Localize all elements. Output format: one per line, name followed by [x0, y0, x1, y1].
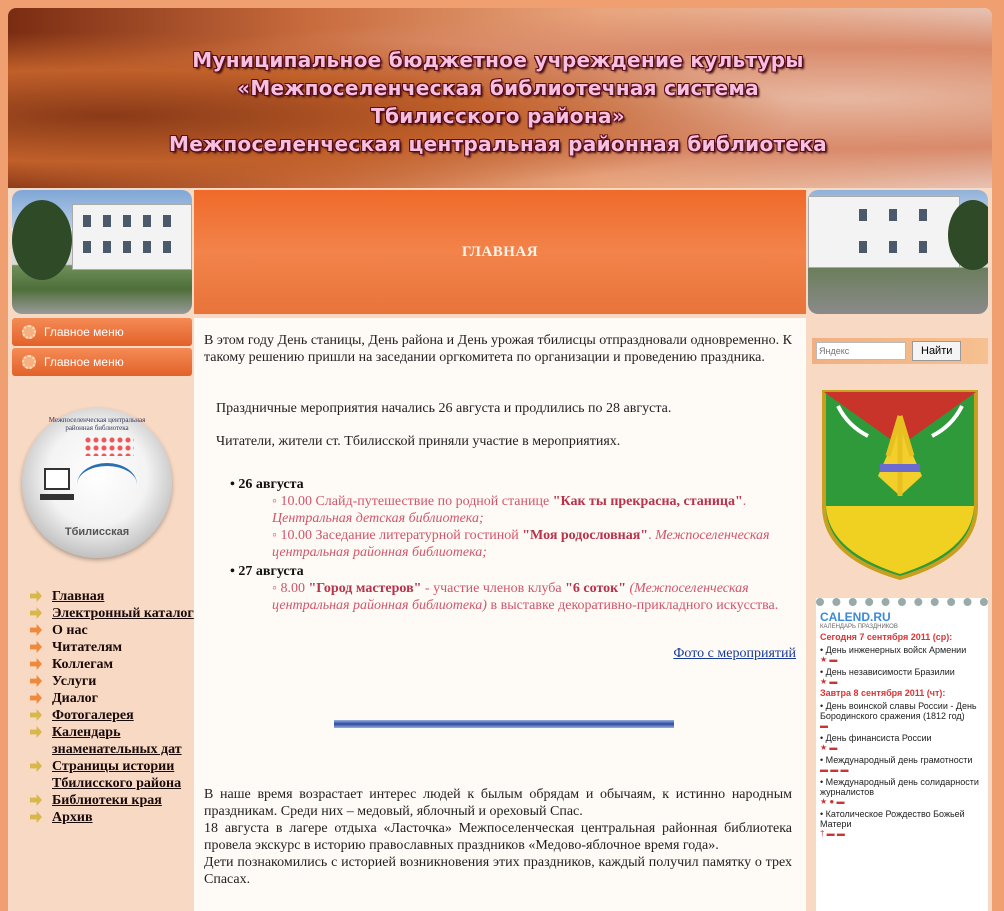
arrow-icon	[30, 760, 42, 772]
computer-icon	[44, 468, 70, 490]
sidebar-item-colleagues[interactable]	[30, 656, 200, 673]
library-photo-left	[12, 190, 192, 314]
calendar-today-heading: Сегодня 7 сентября 2011 (ср):	[820, 632, 953, 642]
banner-line: Межпоселенческая центральная районная библиотека	[169, 132, 827, 156]
site-banner	[8, 8, 992, 188]
sidebar-item-label: Услуги	[52, 674, 97, 689]
flag-icons: ▬	[820, 721, 828, 730]
building-shape	[808, 196, 960, 268]
calendar-item[interactable]: • Католическое Рождество Божьей Матери	[820, 809, 984, 829]
tree-shape	[12, 200, 72, 280]
calendar-item[interactable]: • День финансиста России	[820, 733, 984, 743]
sidebar-item-about[interactable]	[30, 622, 200, 639]
building-shape	[72, 204, 192, 270]
event-sep: .	[742, 494, 747, 509]
sidebar-item-label: Библиотеки края	[52, 793, 162, 808]
search-input[interactable]	[816, 342, 906, 360]
arrow-icon	[30, 726, 42, 738]
sidebar-item-readers[interactable]	[30, 639, 200, 656]
sidebar-item-label: Электронный каталог	[52, 606, 194, 621]
flag-icons: † ▬ ▬	[820, 829, 845, 838]
sidebar-item-label: Читателям	[52, 640, 123, 655]
calendar-item[interactable]: • День инженерных войск Армении	[820, 645, 984, 655]
page-header	[194, 190, 806, 314]
event-date: • 27 августа	[230, 563, 790, 580]
event-title: "Как ты прекрасна, станица"	[552, 494, 743, 509]
page-frame	[8, 8, 992, 911]
event-item	[272, 493, 790, 527]
calendar-item[interactable]: • День воинской славы России - День Бородинского сражения (1812 год)	[820, 701, 984, 721]
banner-line: «Межпоселенческая библиотечная система	[237, 76, 759, 100]
event-place: Межпоселенческая центральная районная библиотека;	[272, 528, 770, 560]
sidebar-item-label: Фотогалерея	[52, 708, 134, 723]
event-item	[272, 580, 790, 614]
coat-of-arms	[818, 386, 982, 582]
article-paragraph: В наше время возрастает интерес людей к былым обрядам и обычаям, к истинно народным праздникам. Среди них – медовый, яблочный и ореховый Спас.	[204, 787, 792, 819]
event-item	[272, 527, 790, 561]
sidebar-item-dialog[interactable]	[30, 690, 200, 707]
flag-icons: ★ ▬	[820, 677, 838, 686]
sidebar-item-services[interactable]	[30, 673, 200, 690]
left-sidebar	[12, 318, 192, 911]
calendar-logo-text: CALEND.RU	[820, 610, 891, 624]
sidebar-item-history[interactable]	[30, 758, 200, 792]
search-bar	[812, 338, 988, 364]
library-logo	[22, 408, 172, 558]
arrow-icon	[30, 675, 42, 687]
article-paragraph: В этом году День станицы, День района и День урожая тбилисцы отпраздновали одновременно. К такому решению пришли на заседании оргкомитета по организации и проведению праздника.	[204, 333, 792, 365]
logo-arc-text: Межпоселенческая центральная районная библиотека	[48, 416, 146, 432]
calendar-logo-subtitle: КАЛЕНДАРЬ ПРАЗДНИКОВ	[820, 624, 898, 630]
arrow-icon	[30, 624, 42, 636]
library-photo-right	[808, 190, 988, 314]
calendar-logo[interactable]	[820, 610, 984, 630]
banner-title	[168, 46, 828, 158]
flag-icons: ★ ▬	[820, 743, 838, 752]
sidebar-item-home[interactable]	[30, 588, 200, 605]
page-title: ГЛАВНАЯ	[461, 243, 539, 260]
sidebar-item-label: Календарь знаменательных дат	[52, 725, 182, 757]
sidebar-item-label: Страницы истории Тбилисского района	[52, 759, 182, 791]
right-sidebar	[808, 318, 992, 911]
main-menu-label: Главное меню	[44, 325, 124, 339]
event-group	[230, 476, 790, 561]
sidebar-item-gallery[interactable]	[30, 707, 200, 724]
calendar-tomorrow-heading: Завтра 8 сентября 2011 (чт):	[820, 688, 946, 698]
main-menu-button[interactable]	[12, 348, 192, 376]
logo-dots-decoration	[84, 436, 134, 456]
event-sep: .	[648, 528, 656, 543]
main-menu-button[interactable]	[12, 318, 192, 346]
event-date: • 26 августа	[230, 476, 790, 493]
event-title: "Моя родословная"	[522, 528, 649, 543]
event-place: (Межпоселенческая центральная районная библиотека)	[272, 581, 749, 613]
sidebar-item-label: Диалог	[52, 691, 99, 706]
book-icon	[77, 463, 137, 506]
sidebar-item-label: Коллегам	[52, 657, 114, 672]
sidebar-item-archive[interactable]	[30, 809, 200, 826]
divider	[334, 720, 674, 728]
sidebar-item-label: Архив	[52, 810, 93, 825]
arrow-icon	[30, 811, 42, 823]
sidebar-item-label: О нас	[52, 623, 88, 638]
search-button[interactable]: Найти	[912, 341, 961, 361]
flag-icons: ★ ● ▬	[820, 797, 845, 806]
article-paragraph: Читатели, жители ст. Тбилисской приняли участие в мероприятиях.	[216, 434, 621, 449]
event-time: 10.00 Слайд-путешествие по родной станице	[280, 494, 553, 509]
event-time: 8.00	[280, 581, 309, 596]
event-time: 10.00 Заседание литературной гостиной	[280, 528, 523, 543]
arrow-icon	[30, 794, 42, 806]
holiday-calendar-widget	[816, 598, 988, 911]
gear-icon	[22, 355, 36, 369]
event-place: Центральная детская библиотека;	[272, 511, 484, 526]
flag-icons: ▬ ▬ ▬	[820, 765, 849, 774]
sidebar-item-label: Главная	[52, 589, 105, 604]
arrow-icon	[30, 658, 42, 670]
event-tail: в выставке декоративно-прикладного искусства.	[486, 598, 779, 613]
keyboard-icon	[40, 494, 74, 500]
sidebar-item-calendar[interactable]	[30, 724, 200, 758]
main-menu-label: Главное меню	[44, 355, 124, 369]
main-content	[194, 318, 806, 911]
event-group	[230, 563, 790, 614]
event-title: "Город мастеров"	[308, 581, 422, 596]
article-block	[204, 786, 792, 888]
arrow-icon	[30, 709, 42, 721]
article-paragraph: Дети познакомились с историей возникновения этих праздников, каждый получил памятку о трех Спасах.	[204, 855, 792, 887]
arrow-icon	[30, 607, 42, 619]
arrow-icon	[30, 641, 42, 653]
event-title: "6 соток"	[565, 581, 626, 596]
arrow-icon	[30, 590, 42, 602]
article-paragraph: Праздничные мероприятия начались 26 августа и продлились по 28 августа.	[216, 401, 672, 416]
banner-line: Муниципальное бюджетное учреждение культуры	[192, 48, 804, 72]
article-paragraph: 18 августа в лагере отдыха «Ласточка» Межпоселенческая центральная районная библиотека провела экскурс в историю православных праздников «Медово-яблочное время года».	[204, 821, 792, 853]
calendar-item[interactable]: • Международный день грамотности	[820, 755, 984, 765]
sidebar-item-catalog[interactable]	[30, 605, 200, 622]
calendar-item[interactable]: • День независимости Бразилии	[820, 667, 984, 677]
flag-icons: ★ ▬	[820, 655, 838, 664]
sidebar-item-libraries[interactable]	[30, 792, 200, 809]
logo-bottom-text: Тбилисская	[64, 526, 130, 538]
calendar-item[interactable]: • Международный день солидарности журналистов	[820, 777, 984, 797]
event-sep: - участие членов клуба	[421, 581, 566, 596]
banner-line: Тбилисского района»	[371, 104, 625, 128]
arrow-icon	[30, 692, 42, 704]
sidebar-nav	[30, 588, 200, 826]
gear-icon	[22, 325, 36, 339]
photo-link[interactable]: Фото с мероприятий	[673, 646, 796, 661]
